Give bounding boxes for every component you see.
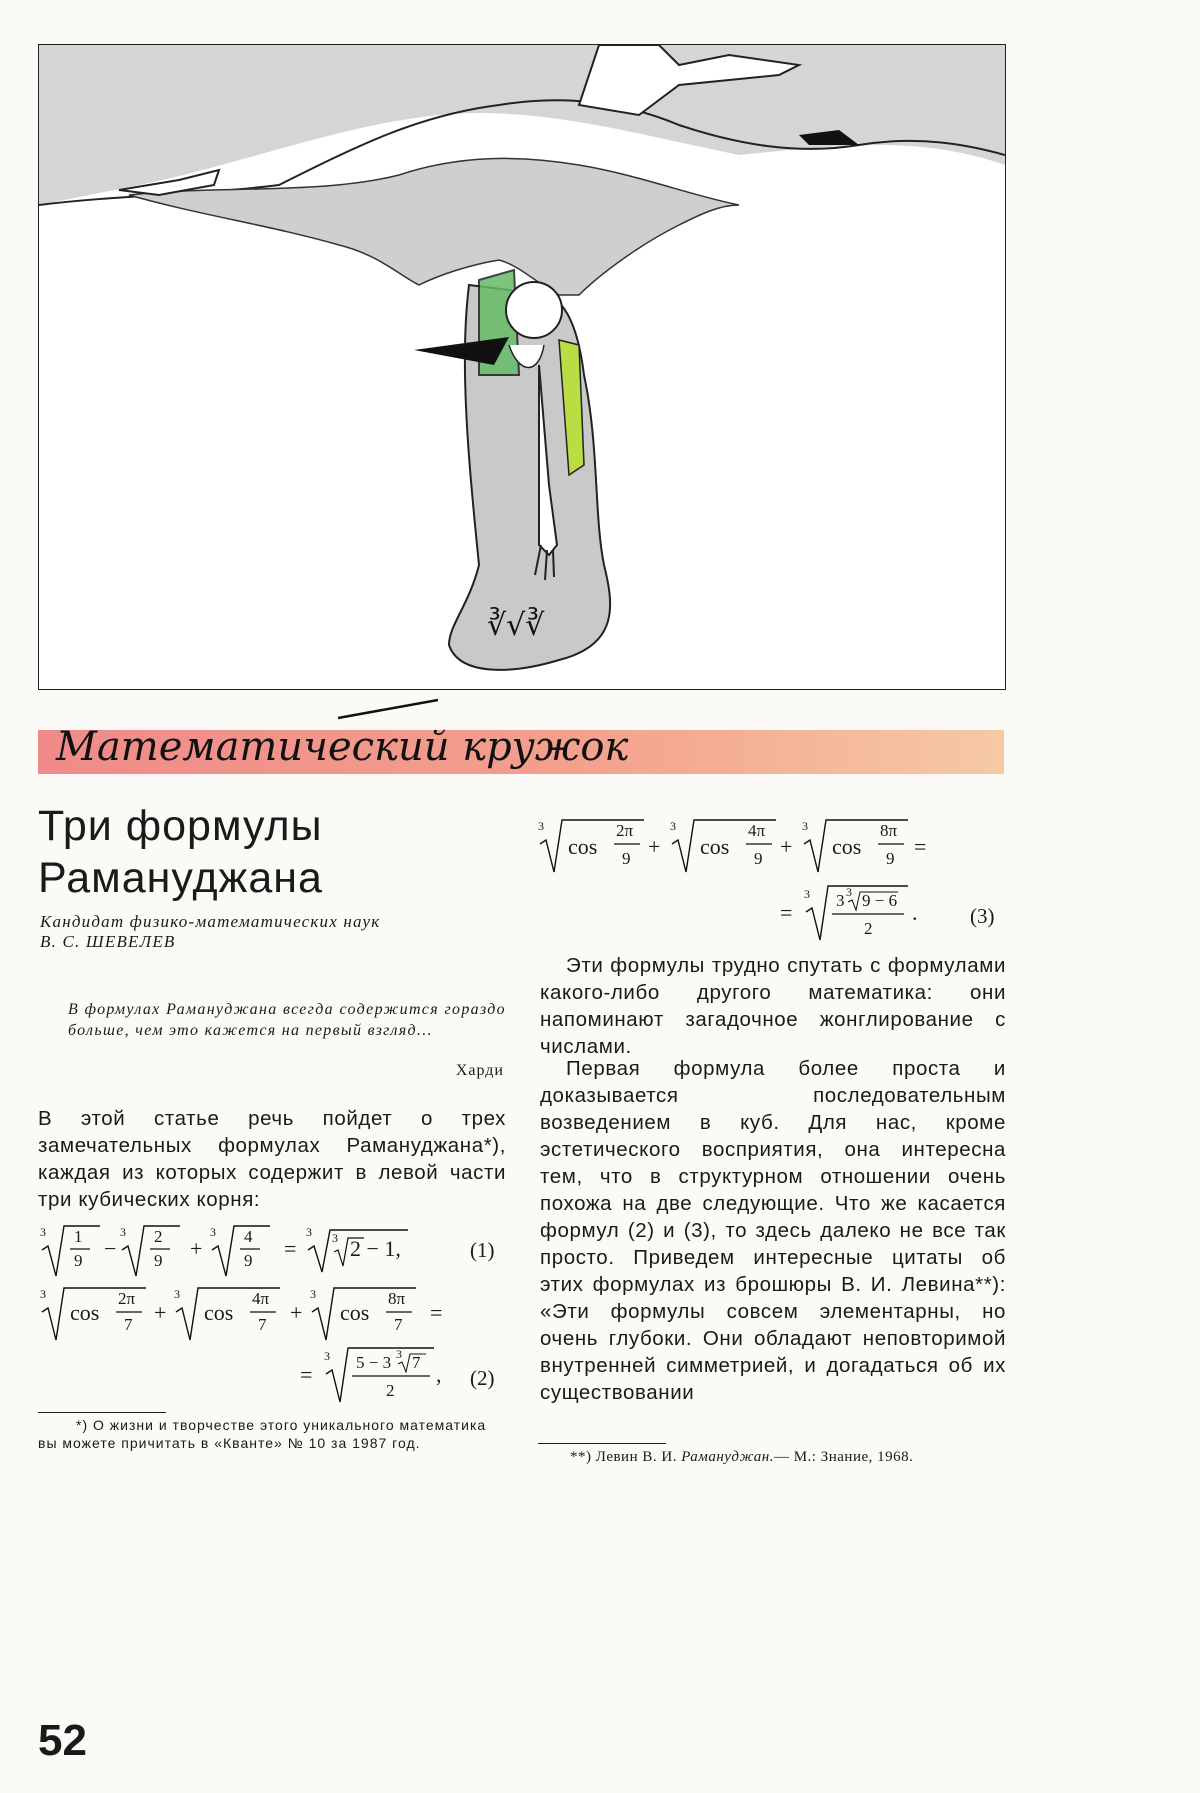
svg-text:=: =	[300, 1362, 313, 1387]
equation-number-1: (1)	[470, 1238, 495, 1262]
svg-text:2: 2	[386, 1381, 395, 1400]
svg-text:4: 4	[244, 1227, 253, 1246]
author-credentials: Кандидат физико-математических наук	[40, 912, 381, 931]
svg-text:9: 9	[154, 1251, 163, 1270]
svg-text:=: =	[430, 1300, 443, 1325]
svg-text:2π: 2π	[118, 1289, 136, 1308]
footnote-rule-left	[38, 1412, 166, 1413]
svg-text:9: 9	[754, 849, 763, 868]
page-number: 52	[38, 1716, 87, 1765]
svg-text:,: ,	[436, 1362, 442, 1387]
equation-number-2: (2)	[470, 1366, 495, 1390]
svg-text:+: +	[648, 834, 661, 859]
paragraph-2: Эти формулы трудно спутать с формулами какого-либо другого математика: они напоминают загадочное жонглирование с числами.	[540, 954, 1006, 1058]
section-label-handwritten	[38, 708, 638, 786]
footnote-2-title: Рамануджан.	[681, 1449, 774, 1465]
epigraph: В формулах Рамануджана всегда содержится гораздо больше, чем это кажется на первый взгляд...	[68, 1001, 506, 1039]
svg-text:−: −	[104, 1236, 117, 1261]
svg-text:2π: 2π	[616, 821, 634, 840]
svg-text:8π: 8π	[880, 821, 898, 840]
svg-text:3: 3	[670, 819, 676, 833]
svg-text:9: 9	[622, 849, 631, 868]
svg-text:1: 1	[74, 1227, 83, 1246]
author-name: В. С. ШЕВЕЛЕВ	[40, 932, 176, 951]
svg-text:3: 3	[836, 891, 845, 910]
svg-text:3: 3	[120, 1225, 126, 1239]
cartoon-illustration	[38, 44, 1006, 690]
section-banner	[38, 724, 1004, 774]
intro-paragraph: В этой статье речь пойдет о трех замечательных формулах Рамануджана*), каждая из которых содержит в левой части три кубических корня:	[38, 1107, 506, 1211]
svg-text:cos: cos	[340, 1300, 370, 1325]
svg-text:=: =	[914, 834, 927, 859]
svg-text:7: 7	[258, 1315, 267, 1334]
svg-text:4π: 4π	[748, 821, 766, 840]
svg-text:9 − 6: 9 − 6	[862, 891, 898, 910]
svg-text:2: 2	[154, 1227, 163, 1246]
svg-text:9: 9	[886, 849, 895, 868]
svg-text:.: .	[912, 900, 918, 925]
formula-3-line-1	[536, 814, 956, 876]
article-title: Три формулы Рамануджана	[38, 802, 323, 902]
formula-2-line-2	[300, 1344, 480, 1406]
svg-text:3: 3	[310, 1287, 316, 1301]
svg-text:3: 3	[846, 885, 852, 899]
svg-text:9: 9	[244, 1251, 253, 1270]
svg-text:3: 3	[174, 1287, 180, 1301]
footnote-2-suffix: — М.: Знание, 1968.	[773, 1449, 914, 1465]
svg-text:cos: cos	[70, 1300, 100, 1325]
svg-text:7: 7	[412, 1353, 421, 1372]
svg-text:+: +	[290, 1300, 303, 1325]
svg-text:3: 3	[538, 819, 544, 833]
svg-text:+: +	[780, 834, 793, 859]
svg-text:2: 2	[864, 919, 873, 938]
svg-text:4π: 4π	[252, 1289, 270, 1308]
svg-text:=: =	[780, 900, 793, 925]
svg-text:5 − 3: 5 − 3	[356, 1353, 392, 1372]
svg-text:7: 7	[124, 1315, 133, 1334]
svg-text:2 − 1,: 2 − 1,	[350, 1236, 401, 1261]
bag-label: ∛√∛	[487, 608, 545, 643]
svg-text:cos: cos	[700, 834, 730, 859]
svg-text:7: 7	[394, 1315, 403, 1334]
svg-text:3: 3	[306, 1225, 312, 1239]
footnote-rule-right	[538, 1443, 666, 1444]
svg-text:3: 3	[324, 1349, 330, 1363]
svg-text:3: 3	[40, 1225, 46, 1239]
svg-text:3: 3	[804, 887, 810, 901]
svg-text:3: 3	[40, 1287, 46, 1301]
paragraph-3: Первая формула более проста и доказывается последовательным возведением в куб. Для нас, кроме эстетического восприятия, она интересна тем, что в структурном отношении очень похожа на две следующие. Что же касается формул (2) и (3), то здесь далеко не все так просто. Приведем интересные цитаты об этих формулах из брошюры В. И. Левина**): «Эти формулы совсем элементарны, но очень глубоки. Они обладают неповторимой внутренней симметрией, и догадаться об их существовании	[540, 1057, 1006, 1404]
svg-text:3: 3	[396, 1347, 402, 1361]
formula-2-line-1	[38, 1282, 468, 1344]
svg-text:+: +	[190, 1236, 203, 1261]
svg-text:=: =	[284, 1236, 297, 1261]
svg-text:3: 3	[210, 1225, 216, 1239]
formula-1	[38, 1222, 438, 1280]
svg-text:+: +	[154, 1300, 167, 1325]
footnote-1: *) О жизни и творчестве этого уникального математика вы можете причитать в «Кванте» № 10 за 1987 год.	[38, 1417, 487, 1451]
footnote-2	[570, 1448, 1010, 1466]
svg-text:8π: 8π	[388, 1289, 406, 1308]
svg-text:cos: cos	[204, 1300, 234, 1325]
svg-text:cos: cos	[568, 834, 598, 859]
formula-3-line-2	[780, 880, 940, 944]
equation-number-3: (3)	[970, 904, 995, 928]
footnote-2-prefix: **) Левин В. И.	[570, 1449, 677, 1465]
cartoon-drawing	[39, 45, 1005, 689]
svg-text:3: 3	[332, 1231, 338, 1245]
svg-text:cos: cos	[832, 834, 862, 859]
svg-text:9: 9	[74, 1251, 83, 1270]
svg-text:3: 3	[802, 819, 808, 833]
epigraph-author: Харди	[455, 1062, 504, 1079]
author-block	[40, 912, 510, 952]
section-label: Математический кружок	[56, 724, 629, 770]
